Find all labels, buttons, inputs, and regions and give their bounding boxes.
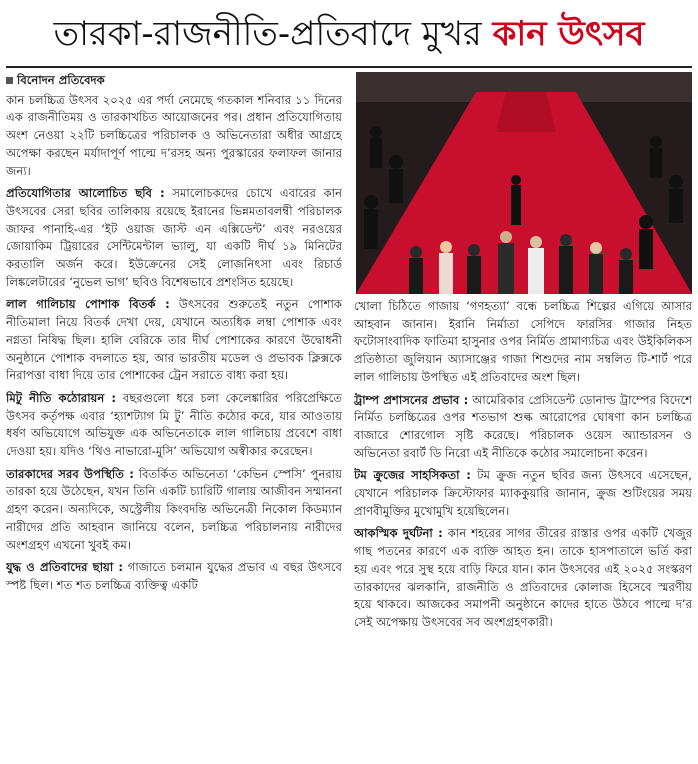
section-metoo [6,390,342,461]
section-competition [6,185,342,291]
section-tom-cruise [354,467,692,520]
section-body: সমালোচকদের চোখে এবারের কান উৎসবের সেরা ছবির তালিকায় রয়েছে ইরানের ভিন্নমতাবলম্বী পরিচালক জাফর পানাহি-এর ‘ইট ওয়াজ জাস্ট এন এক্সিডেন্ট’ এবং নরওয়ের জোয়াকিম ট্রিয়ারের সেন্টিমেন্টাল ভ্যালু, যা একটি দীর্ঘ ১৯ মিনিটের করতালি অর্জন করে। ইউক্রেনের সেই লোজনিৎসা এবং রিচার্ড লিঙ্কলেটারের ‘নুভেল ভাগ’ ছবিও বিশেষভাবে প্রশংসিত হয়েছে। [6,186,342,289]
section-title: লাল গালিচায় পোশাক বিতর্ক : [6,297,170,312]
intro-paragraph: কান চলচ্চিত্র উৎসব ২০২৫ এর পর্দা নেমেছে গতকাল শনিবার ১১ দিনের এক রাজনীতিময় ও তারকাখচিত আয়োজনের পর। প্রধান প্রতিযোগিতায় অংশ নেওয়া ২২টি চলচ্চিত্রের পরিচালক ও অভিনেতারা অধীর আগ্রহে অপেক্ষা করছেন মর্যাদাপূর্ণ পাল্মে দ’রসহ অন্য পুরস্কারের ফলাফল জানার জন্য। [6,92,342,178]
headline [6,4,692,64]
section-body: উৎসবের শুরুতেই নতুন পোশাক নীতিমালা নিয়ে বিতর্ক দেখা দেয়, যেখানে অত্যধিক লম্বা পোশাক এবং নগ্নতা নিষিদ্ধ ছিল। হালি বেরিকে তার দীর্ঘ পোশাকের কারণে উদ্বোধনী অনুষ্ঠানে পোশাক বদলাতে হয়, আর ভারতীয় মডেল ও প্রভাবক ক্লিক্সকে নিরাপত্তা বাধা দিয়ে তার পোশাকের ট্রেন সরাতে বাধ্য করা হয়। [6,297,342,383]
section-accident [354,525,692,631]
section-trump [354,392,692,463]
headline-main: তারকা-রাজনীতি-প্রতিবাদে মুখর [53,14,493,54]
section-body: বিতর্কিত অভিনেতা ‘কেভিন স্পেসি’ পুনরায় তারকা হয়ে উঠেছেন, যখন তিনি একটি চ্যারিটি গালায় আজীবন সম্মাননা গ্রহণ করেন। অন্যদিকে, অস্ট্রেলীয় কিংবদন্তি অভিনেত্রী নিকোল কিডম্যান নারীদের প্রতি আহবান জানিয়ে বলেন, চলচ্চিত্র পরিচালনায় নারীদের অংশগ্রহণ এখনো খুবই কম। [6,466,342,552]
byline-text: বিনোদন প্রতিবেদক [17,73,105,87]
red-carpet-photo [356,72,692,294]
section-title: ট্রাম্প প্রশাসনের প্রভাব : [354,392,469,407]
section-title: টম ক্রুজের সাহসিকতা : [354,468,471,483]
section-body: কান শহরের সাগর তীরের রাস্তার ওপর একটি খেজুর গাছ পতনের কারণে এক ব্যক্তি আহত হন। তাকে হাসপাতালে ভর্তি করা হয় এবং পরে সুস্থ হয়ে বাড়ি ফিরে যান। কান উৎসবের এই ২০২৫ সংস্করণ তারকাদের ঝলকানি, রাজনীতি ও প্রতিবাদের কোলাজ হিসেবে স্মরণীয় হয়ে থাকবে। আজকের সমাপনী অনুষ্ঠানে কাদের হাতে উঠবে পাল্মে দ’র সেই অপেক্ষায় উৎসবের সব অংশগ্রহণকারী। [354,526,692,629]
section-title: আকস্মিক দুর্ঘটনা : [354,526,443,541]
section-body: আমেরিকার প্রেসিডেন্ট ডোনাল্ড ট্রাম্পের বিদেশে নির্মিত চলচ্চিত্রের ওপর শতভাগ শুল্ক আরোপের ঘোষণা কান চলচ্চিত্র বাজারে শোরগোল সৃষ্টি করেছে। পরিচালক ওয়েস অ্যান্ডারসন ও অভিনেতা রবার্ট ডি নিরো এই নীতিকে কঠোর সমালোচনা করেন। [354,392,692,460]
section-title: যুদ্ধ ও প্রতিবাদের ছায়া : [6,560,123,575]
headline-rule [6,66,692,68]
byline [6,72,342,90]
section-stars [6,466,342,555]
right-column [354,298,692,760]
bullet-icon [6,77,13,84]
continuation-paragraph: খোলা চিঠিতে গাজায় ‘গণহত্যা’ বন্ধে চলচ্চিত্র শিল্পের এগিয়ে আসার আহবান জানান। ইরানি নির্মাতা সেপিদে ফারসির গাজার নিহত ফটোসাংবাদিক ফাতিমা হাসুনার ওপর নির্মিত প্রামাণ্যচিত্র এবং উইকিলিকস প্রতিষ্ঠাতা জুলিয়ান অ্যাসাঞ্জের গাজা শিশুদের নাম সম্বলিত টি-শার্ট পরে লাল গালিচায় উপস্থিত এই প্রতিবাদের অংশ ছিল। [354,299,692,384]
section-war [6,559,342,594]
headline-highlight: কান উৎসব [492,14,645,54]
section-title: মিটু নীতি কঠোরায়ন : [6,390,117,405]
section-body: গাজাতে চলমান যুদ্ধের প্রভাব এ বছর উৎসবে স্পষ্ট ছিল। শত শত চলচ্চিত্র ব্যক্তিত্ব একটি [6,560,342,592]
section-body: বছরগুলো ধরে চলা কেলেঙ্কারির পরিপ্রেক্ষিতে উৎসব কর্তৃপক্ষ এবার ‘হ্যাশট্যাগ মি টু’ নীতি কঠোর করে, যার আওতায় ধর্ষণ অভিযোগে অভিযুক্ত এক অভিনেতাকে লাল গালিচায় প্রবেশে বাধা দেওয়া হয়। যদিও ‘থিও নাভারো-মুসি’ অভিযোগ অস্বীকার করেছেন। [6,390,342,459]
left-column [6,72,342,762]
section-body: টম ক্রুজ নতুন ছবির জন্য উৎসবে এসেছেন, যেখানে পরিচালক ক্রিস্টোফার ম্যাককুয়ারি জানান, ক্রুজ শুটিংয়ের সময় প্রাণবীমুক্তির মুখোমুখি হয়েছিলেন। [354,468,692,518]
section-title: প্রতিযোগিতার আলোচিত ছবি : [6,186,165,201]
section-title: তারকাদের সরব উপস্থিতি : [6,466,134,481]
section-dress-code [6,296,342,385]
